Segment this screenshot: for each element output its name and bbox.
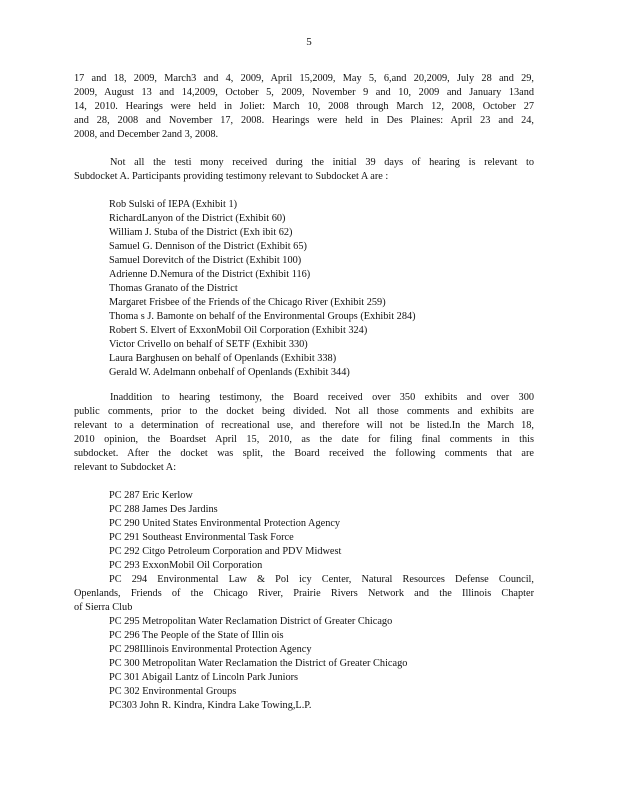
comments-paragraph <box>74 391 534 475</box>
comment-item: PC 291 Southeast Environmental Task Force <box>109 532 294 543</box>
participant-item: Margaret Frisbee of the Friends of the Chicago River (Exhibit 259) <box>109 297 386 308</box>
comment-item: PC 290 United States Environmental Protection Agency <box>109 518 341 529</box>
public-comments-list <box>74 489 539 713</box>
paragraph-line: Subdocket A. Participants providing testimony relevant to Subdocket A are : <box>74 171 389 182</box>
paragraph-line: relevant to a determination of recreational use, and therefore will not be listed.In the March 18, <box>74 420 534 431</box>
paragraph-line: 2010 opinion, the Boardset April 15, 2010, as the date for filing final comments in this <box>74 434 534 445</box>
participant-item: Thomas Granato of the District <box>109 283 238 294</box>
comment-item-continuation: Openlands, Friends of the Chicago River, Prairie Rivers Network and the Illinois Chapter <box>74 588 534 599</box>
paragraph-line: Inaddition to hearing testimony, the Board received over 350 exhibits and over 300 <box>110 392 534 403</box>
comment-item: PC 295 Metropolitan Water Reclamation District of Greater Chicago <box>109 616 393 627</box>
paragraph-line: Not all the testi mony received during the initial 39 days of hearing is relevant to <box>110 157 534 168</box>
participants-list <box>109 198 539 380</box>
participant-item: Samuel G. Dennison of the District (Exhibit 65) <box>109 241 307 252</box>
comment-item: PC 288 James Des Jardins <box>109 504 218 515</box>
paragraph-line: 2009, August 13 and 14,2009, October 5, 2009, November 9 and 10, 2009 and January 13and <box>74 87 534 98</box>
participant-item: Thoma s J. Bamonte on behalf of the Environmental Groups (Exhibit 284) <box>109 311 416 322</box>
comment-item: PC303 John R. Kindra, Kindra Lake Towing,L.P. <box>109 700 312 711</box>
comment-item: PC 293 ExxonMobil Oil Corporation <box>109 560 263 571</box>
comment-item: PC 294 Environmental Law & Pol icy Center, Natural Resources Defense Council, <box>109 574 534 585</box>
paragraph-line: 14, 2010. Hearings were held in Joliet: March 10, 2008 through March 12, 2008, October 27 <box>74 101 534 112</box>
comment-item: PC 296 The People of the State of Illin ois <box>109 630 284 641</box>
participant-item: Victor Crivello on behalf of SETF (Exhibit 330) <box>109 339 308 350</box>
paragraph-line: relevant to Subdocket A: <box>74 462 177 473</box>
paragraph-line: 2008, and December 2and 3, 2008. <box>74 129 219 140</box>
page-number: 5 <box>306 36 312 48</box>
hearing-dates-paragraph <box>74 72 534 142</box>
paragraph-line: subdocket. After the docket was split, the Board received the following comments that are <box>74 448 534 459</box>
paragraph-line: and 28, 2008 and November 17, 2008. Hearings were held in Des Plaines: April 23 and 24, <box>74 115 534 126</box>
participant-item: Gerald W. Adelmann onbehalf of Openlands (Exhibit 344) <box>109 367 350 378</box>
participant-item: Adrienne D.Nemura of the District (Exhibit 116) <box>109 269 311 280</box>
paragraph-line: public comments, prior to the docket being divided. Not all those comments and exhibits are <box>74 406 534 417</box>
participant-item: Samuel Dorevitch of the District (Exhibit 100) <box>109 255 302 266</box>
comment-item: PC 287 Eric Kerlow <box>109 490 193 501</box>
comment-item: PC 301 Abigail Lantz of Lincoln Park Juniors <box>109 672 299 683</box>
comment-item: PC 300 Metropolitan Water Reclamation the District of Greater Chicago <box>109 658 408 669</box>
participant-item: Laura Barghusen on behalf of Openlands (Exhibit 338) <box>109 353 337 364</box>
participant-item: William J. Stuba of the District (Exh ibit 62) <box>109 227 293 238</box>
testimony-paragraph <box>74 156 534 184</box>
participant-item: Rob Sulski of IEPA (Exhibit 1) <box>109 199 238 210</box>
paragraph-line: 17 and 18, 2009, March3 and 4, 2009, April 15,2009, May 5, 6,and 20,2009, July 28 and 29, <box>74 73 534 84</box>
comment-item-continuation: of Sierra Club <box>74 602 133 613</box>
comment-item: PC 292 Citgo Petroleum Corporation and PDV Midwest <box>109 546 342 557</box>
participant-item: RichardLanyon of the District (Exhibit 60) <box>109 213 286 224</box>
participant-item: Robert S. Elvert of ExxonMobil Oil Corporation (Exhibit 324) <box>109 325 368 336</box>
comment-item: PC 302 Environmental Groups <box>109 686 237 697</box>
comment-item: PC 298Illinois Environmental Protection Agency <box>109 644 312 655</box>
